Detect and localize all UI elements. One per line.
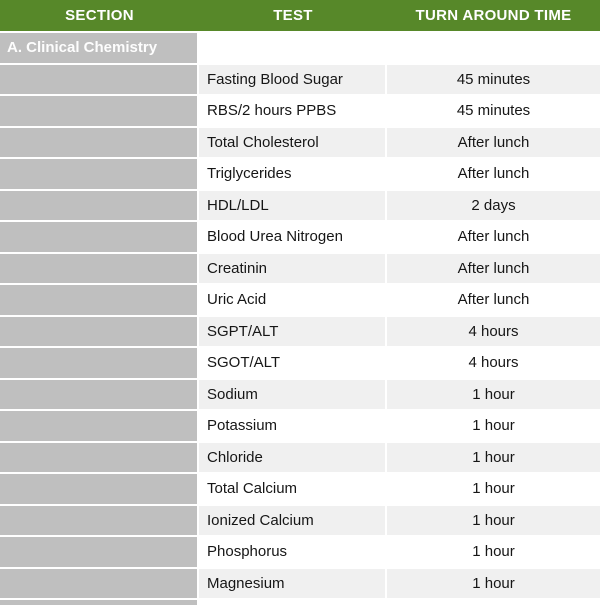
column-header-turnaround-time: TURN AROUND TIME — [415, 7, 572, 24]
section-column-cell — [0, 600, 197, 605]
turnaround-cell: 45 minutes — [387, 96, 600, 126]
section-column-cell — [0, 380, 197, 410]
section-column-cell — [0, 411, 197, 441]
table-row — [0, 159, 600, 191]
test-name-cell: Chloride — [199, 443, 385, 473]
table-row — [0, 569, 600, 601]
test-name-cell: HDL/LDL — [199, 191, 385, 221]
test-name-cell: Sodium — [199, 380, 385, 410]
turnaround-cell: 1 hour — [387, 537, 600, 567]
section-header-row — [0, 33, 600, 65]
table-row — [0, 506, 600, 538]
test-name-cell: Creatinin — [199, 254, 385, 284]
test-name-cell: RBS/2 hours PPBS — [199, 96, 385, 126]
table-row — [0, 191, 600, 223]
turnaround-cell — [387, 600, 600, 605]
turnaround-cell: After lunch — [387, 254, 600, 284]
test-name-cell: Uric Acid — [199, 285, 385, 315]
partial-next-row — [0, 600, 600, 605]
turnaround-cell: 1 hour — [387, 474, 600, 504]
test-name-cell: Total Calcium — [199, 474, 385, 504]
test-name-cell: SGPT/ALT — [199, 317, 385, 347]
turnaround-cell: 1 hour — [387, 506, 600, 536]
table-row — [0, 96, 600, 128]
turnaround-cell: 4 hours — [387, 348, 600, 378]
section-column-cell — [0, 191, 197, 221]
test-name-cell: Ionized Calcium — [199, 506, 385, 536]
test-name-cell: Magnesium — [199, 569, 385, 599]
section-column-cell — [0, 254, 197, 284]
turnaround-cell: After lunch — [387, 128, 600, 158]
turnaround-cell: After lunch — [387, 159, 600, 189]
table-row — [0, 65, 600, 97]
section-column-cell — [0, 128, 197, 158]
test-name-cell: Phosphorus — [199, 537, 385, 567]
turnaround-cell: 2 days — [387, 191, 600, 221]
table-row — [0, 222, 600, 254]
test-name-cell: Fasting Blood Sugar — [199, 65, 385, 95]
table-row — [0, 254, 600, 286]
table-row — [0, 443, 600, 475]
section-column-cell — [0, 348, 197, 378]
section-column-cell — [0, 506, 197, 536]
section-column-cell — [0, 474, 197, 504]
table-row — [0, 411, 600, 443]
section-column-cell — [0, 65, 197, 95]
section-column-cell — [0, 569, 197, 599]
column-header-section: SECTION — [65, 7, 134, 24]
table-row — [0, 317, 600, 349]
table-row — [0, 380, 600, 412]
section-column-cell — [0, 96, 197, 126]
table-row — [0, 348, 600, 380]
section-column-cell — [0, 159, 197, 189]
turnaround-cell: After lunch — [387, 285, 600, 315]
test-name-cell: Triglycerides — [199, 159, 385, 189]
section-column-cell — [0, 537, 197, 567]
test-name-cell — [199, 600, 385, 605]
section-column-cell — [0, 443, 197, 473]
turnaround-cell: 1 hour — [387, 569, 600, 599]
turnaround-cell: 4 hours — [387, 317, 600, 347]
turnaround-cell: 1 hour — [387, 443, 600, 473]
table-header-row — [0, 0, 600, 33]
test-name-cell: Potassium — [199, 411, 385, 441]
table-body — [0, 65, 600, 601]
table-row — [0, 285, 600, 317]
turnaround-cell: 1 hour — [387, 411, 600, 441]
section-column-cell — [0, 317, 197, 347]
test-name-cell: Total Cholesterol — [199, 128, 385, 158]
empty-test-cell — [199, 33, 385, 63]
test-name-cell: SGOT/ALT — [199, 348, 385, 378]
table-row — [0, 474, 600, 506]
section-column-cell — [0, 222, 197, 252]
turnaround-cell: 1 hour — [387, 380, 600, 410]
turnaround-cell: 45 minutes — [387, 65, 600, 95]
empty-turnaround-cell — [387, 33, 600, 63]
table-row — [0, 537, 600, 569]
section-label: A. Clinical Chemistry — [0, 33, 197, 63]
test-name-cell: Blood Urea Nitrogen — [199, 222, 385, 252]
table-row — [0, 128, 600, 160]
column-header-test: TEST — [273, 7, 313, 24]
section-column-cell — [0, 285, 197, 315]
turnaround-cell: After lunch — [387, 222, 600, 252]
